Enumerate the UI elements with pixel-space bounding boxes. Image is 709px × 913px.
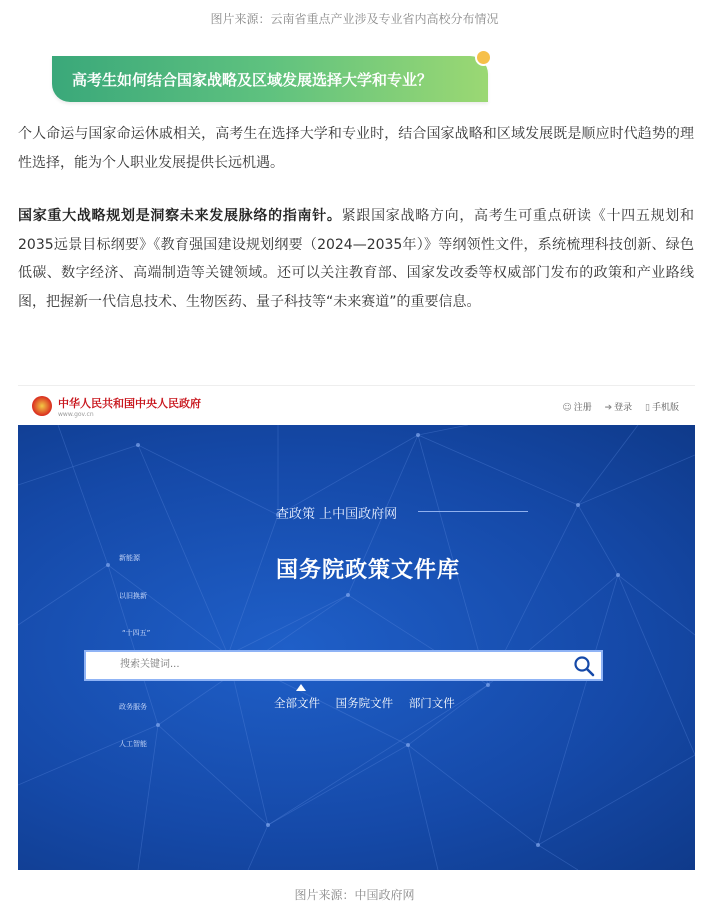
paragraph-strategy-body: 紧跟国家战略方向，高考生可重点研读《十四五规划和2035远景目标纲要》《教育强国建设规划纲要（2024—2035年）》等纲领性文件，系统梳理科技创新、绿色低碳、数字经济、高端制造等关键领域。还可以关注教育部、国家发改委等权威部门发布的政策和产业路线图，把握新一代信息技术、生物医药、量子科技等“未来赛道”的重要信息。 xyxy=(18,208,695,310)
gov-header xyxy=(18,385,695,426)
gov-hero-banner xyxy=(18,425,695,870)
gov-site-name[interactable]: 中华人民共和国中央人民政府 xyxy=(58,397,201,410)
side-item-gov-services[interactable]: 政务服务 xyxy=(119,703,147,711)
section-heading xyxy=(52,56,490,102)
paragraph-intro: 个人命运与国家命运休戚相关，高考生在选择大学和专业时，结合国家战略和区域发展既是顺应时代趋势的理性选择，能为个人职业发展提供长远机遇。 xyxy=(18,126,694,171)
side-item-14th-plan[interactable]: “十四五” xyxy=(122,629,151,637)
side-item-new-energy[interactable]: 新能源 xyxy=(119,554,140,562)
user-icon: ☺ xyxy=(562,403,572,413)
paragraph-strategy xyxy=(18,202,694,316)
active-tab-caret-icon xyxy=(296,684,306,691)
hero-subtitle: 查政策 上中国政府网 xyxy=(276,507,398,522)
policy-search-box xyxy=(84,650,603,681)
network-background xyxy=(18,425,695,870)
image-caption-bottom: 图片来源：中国政府网 xyxy=(294,888,415,902)
tab-department-documents[interactable]: 部门文件 xyxy=(408,696,455,710)
gov-header-links xyxy=(552,400,679,413)
search-icon[interactable] xyxy=(573,655,595,677)
gov-screenshot xyxy=(18,385,695,870)
tab-all-documents[interactable]: 全部文件 xyxy=(274,696,320,710)
image-caption-top: 图片来源：云南省重点产业涉及专业省内高校分布情况 xyxy=(210,12,499,26)
national-emblem-icon xyxy=(32,396,52,416)
hero-title: 国务院政策文件库 xyxy=(276,557,461,583)
register-link[interactable]: ☺ 注册 xyxy=(562,403,592,413)
login-link[interactable]: ➔ 登录 xyxy=(604,403,633,413)
phone-icon: ▯ xyxy=(645,403,650,413)
search-input[interactable] xyxy=(118,658,522,671)
paragraph-strategy-lead: 国家重大战略规划是洞察未来发展脉络的指南针。 xyxy=(18,208,342,224)
gov-site-url: www.gov.cn xyxy=(58,411,94,418)
side-item-trade-in[interactable]: 以旧换新 xyxy=(119,592,147,600)
hero-divider xyxy=(418,511,528,512)
document-tabs xyxy=(274,695,467,711)
heading-dot-decoration xyxy=(475,49,492,66)
tab-state-council-documents[interactable]: 国务院文件 xyxy=(335,696,394,710)
side-item-ai[interactable]: 人工智能 xyxy=(119,740,147,748)
heading-text: 高考生如何结合国家战略及区域发展选择大学和专业？ xyxy=(72,71,433,89)
login-icon: ➔ xyxy=(604,403,613,413)
mobile-link[interactable]: ▯ 手机版 xyxy=(645,403,679,413)
